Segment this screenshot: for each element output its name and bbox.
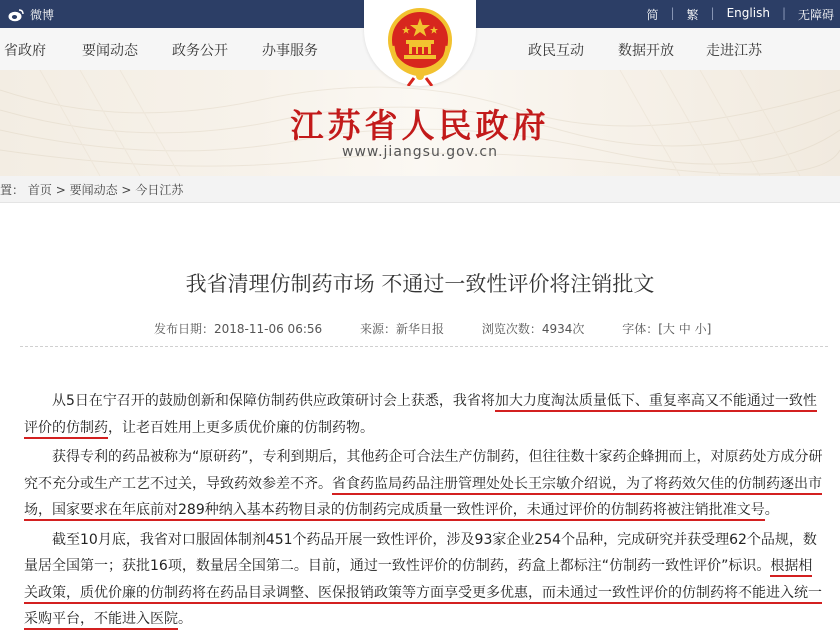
font-size-small[interactable]: 小 bbox=[694, 322, 707, 336]
paragraph-1 bbox=[24, 388, 826, 441]
nav-item-news[interactable]: 要闻动态 bbox=[82, 43, 138, 59]
nav-item-gov[interactable]: 省政府 bbox=[4, 43, 46, 59]
font-size-large[interactable]: 大 bbox=[662, 322, 675, 336]
paragraph-1-highlight: 加大力度淘汰质量低下、重复率高又不能通过一致性评价的仿制药 bbox=[24, 393, 817, 439]
breadcrumb-separator: > bbox=[55, 183, 66, 197]
site-url: www.jiangsu.gov.cn bbox=[342, 144, 498, 160]
divider: | bbox=[781, 6, 786, 20]
nav-item-services[interactable]: 办事服务 bbox=[262, 43, 318, 59]
paragraph-2-highlight: 省食药监局药品注册管理处处长王宗敏介绍说，为了将药效欠佳的仿制药逐出市场，国家要求在年底前对289种纳入基本药物目录的仿制药完成质量一致性评价，未通过评价的仿制药将被注销批准文号 bbox=[24, 476, 822, 522]
lang-english[interactable]: English bbox=[726, 6, 770, 20]
paragraph-3-highlight: 根据相关政策，质优价廉的仿制药将在药品目录调整、医保报销政策等方面享受更多优惠，而未通过一致性评价的仿制药将不能进入统一采购平台，不能进入医院 bbox=[24, 558, 822, 630]
paragraph-1-text: 从5日在宁召开的鼓励创新和保障仿制药供应政策研讨会上获悉，我省将 bbox=[52, 393, 495, 409]
nav-item-about-jiangsu[interactable]: 走进江苏 bbox=[706, 43, 762, 59]
emblem-icon bbox=[364, 0, 476, 86]
font-size-end: ] bbox=[706, 322, 712, 336]
breadcrumb-separator: > bbox=[121, 183, 132, 197]
lang-traditional[interactable]: 繁 bbox=[686, 8, 699, 22]
breadcrumb-prefix: 置： bbox=[0, 183, 25, 197]
article-source: 来源：新华日报 bbox=[359, 322, 444, 336]
article-title: 我省清理仿制药市场 不通过一致性评价将注销批文 bbox=[185, 272, 655, 296]
paragraph-2 bbox=[24, 444, 826, 524]
paragraph-1-end: ，让老百姓用上更多质优价廉的仿制药物。 bbox=[108, 419, 374, 436]
nav-item-public[interactable]: 政务公开 bbox=[172, 43, 228, 59]
weibo-icon bbox=[8, 7, 24, 22]
nav-item-interaction[interactable]: 政民互动 bbox=[528, 43, 584, 59]
breadcrumb-news[interactable]: 要闻动态 bbox=[69, 183, 118, 197]
paragraph-2-text: 获得专利的药品被称为“原研药”，专利到期后，其他药企可合法生产仿制药，但往往数十家药企蜂拥而上，对原药处方成分研究不充分或生产工艺不过关，导致药效参差不齐。 bbox=[24, 449, 823, 492]
paragraph-3-end: 。 bbox=[178, 611, 192, 627]
weibo-link[interactable] bbox=[8, 6, 54, 23]
weibo-label: 微博 bbox=[30, 8, 55, 22]
font-size-control bbox=[622, 322, 711, 336]
nav-item-open-data[interactable]: 数据开放 bbox=[618, 43, 674, 59]
font-size-medium[interactable]: 中 bbox=[678, 322, 691, 336]
paragraph-3 bbox=[24, 527, 826, 633]
divider: | bbox=[710, 6, 715, 20]
breadcrumb-today-jiangsu[interactable]: 今日江苏 bbox=[135, 183, 184, 197]
article-meta bbox=[154, 320, 745, 337]
site-title: 江苏省人民政府 bbox=[290, 106, 550, 145]
lang-simplified[interactable]: 简 bbox=[646, 8, 659, 22]
meta-divider bbox=[20, 346, 828, 347]
paragraph-3-text: 截至10月底，我省对口服固体制剂451个药品开展一致性评价，涉及93家企业254个品种，完成研究并获受理62个品规，数量居全国第一；获批16项，数量居全国第二。目前，通过一致性评价的仿制药，药盒上都标注“仿制药一致性评价”标识。 bbox=[24, 531, 817, 574]
publish-date: 发布日期：2018-11-06 06:56 bbox=[154, 322, 323, 336]
article-body bbox=[24, 388, 826, 636]
font-size-label: 字体：[ bbox=[622, 322, 663, 336]
breadcrumb bbox=[0, 176, 840, 203]
divider: | bbox=[670, 6, 675, 20]
national-emblem[interactable] bbox=[364, 0, 476, 86]
breadcrumb-home[interactable]: 首页 bbox=[27, 183, 52, 197]
view-count: 浏览次数：4934次 bbox=[481, 322, 585, 336]
paragraph-2-end: 。 bbox=[764, 502, 779, 518]
accessibility-link[interactable]: 无障碍 bbox=[797, 8, 834, 22]
